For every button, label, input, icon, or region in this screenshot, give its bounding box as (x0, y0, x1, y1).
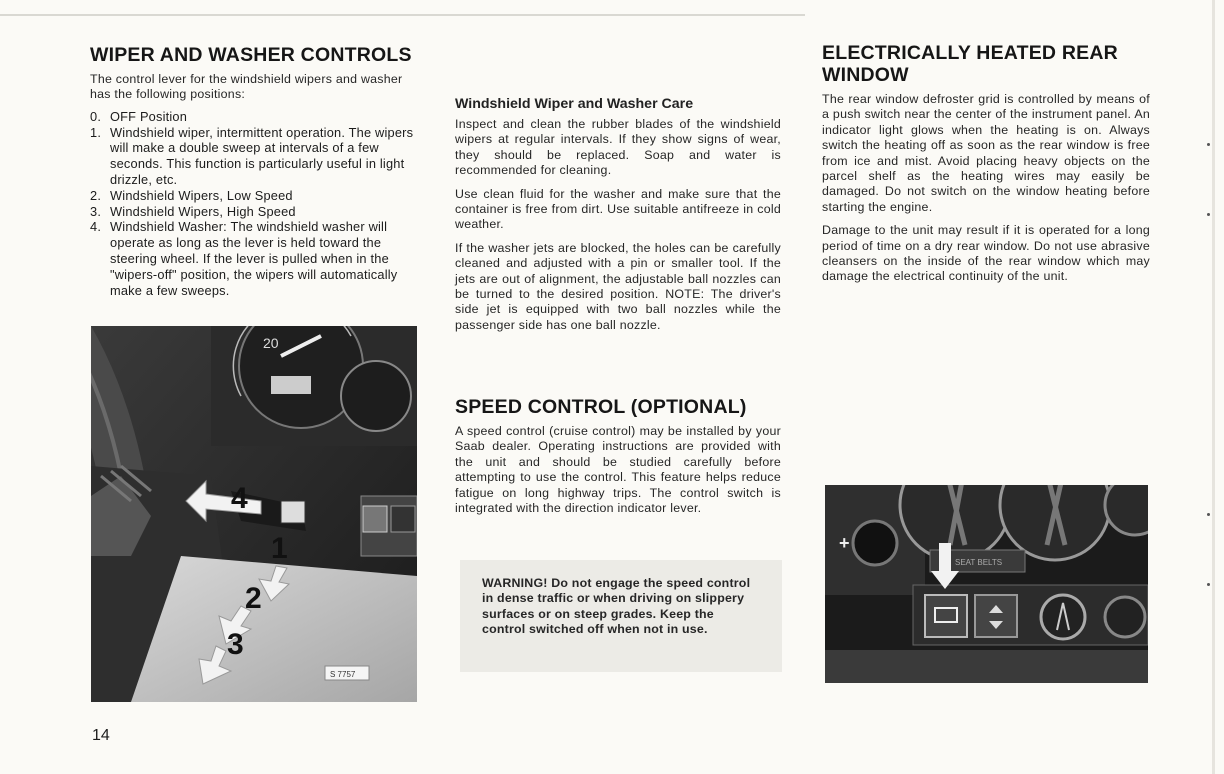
margin-mark (1207, 583, 1210, 586)
list-item: 3. Windshield Wipers, High Speed (90, 203, 296, 219)
wiper-care-title: Windshield Wiper and Washer Care (455, 96, 694, 112)
wiper-care-section (455, 95, 781, 341)
gauge-label: 20 (263, 335, 279, 351)
warning-box (460, 560, 782, 672)
top-rule (0, 14, 805, 16)
position-label: 3 (227, 628, 244, 661)
list-item: 4. Windshield Washer: The windshield washer will operate as long as the lever is held toward the steering wheel. If the lever is pulled when in the "wipers-off" position, the wipers will automatically make a few sweeps. (90, 219, 398, 298)
list-item: 2. Windshield Wipers, Low Speed (90, 187, 293, 203)
photo-code: S 7757 (330, 670, 356, 679)
panel-label: SEAT BELTS (955, 558, 1003, 567)
warning-text: WARNING! Do not engage the speed control in dense traffic or when driving on slippery surfaces or on steep grades. Keep the control switched off when not in use. (482, 576, 751, 637)
rear-window-paragraph: The rear window defroster grid is controlled by means of a push switch near the center of the instrument panel. An indicator light glows when the heating is on. Always switch the heating off as soon as the rear window is free from ice and mist. Avoid placing heavy objects on the parcel shelf as the heating wires may easily be damaged. Do not switch on the window heating before starting the engine. (822, 92, 1150, 214)
rear-window-section (822, 42, 1150, 293)
svg-text:+: + (839, 533, 850, 553)
margin-mark (1207, 213, 1210, 216)
wiper-care-paragraph: If the washer jets are blocked, the holes can be carefully cleaned and adjusted with a pin or smaller tool. If the jets are out of alignment, the adjustable ball nozzles can be turned to the desired position. NOTE: The driver's side jet is equipped with two ball nozzles while the passenger side has one ball nozzle. (455, 240, 781, 332)
speed-control-text: A speed control (cruise control) may be installed by your Saab dealer. Operating instructions are provided with the unit and should be studied carefully before attempting to use the control. This feature helps reduce fatigue on long highway trips. The control switch is integrated with the direction indicator lever. (455, 424, 781, 516)
list-item: 1. Windshield wiper, intermittent operation. The wipers will make a double sweep at intervals of a few seconds. This function is particularly useful in light drizzle, etc. (90, 124, 414, 187)
wiper-position-list (90, 109, 418, 299)
position-label: 1 (271, 532, 288, 565)
speed-control-section (455, 396, 781, 524)
wiper-washer-section (90, 44, 418, 298)
margin-mark (1207, 143, 1210, 146)
page-edge (1212, 0, 1215, 774)
page-number: 14 (92, 727, 110, 744)
wiper-washer-title: WIPER AND WASHER CONTROLS (90, 44, 412, 66)
list-item: 0. OFF Position (90, 108, 188, 124)
position-label: 2 (245, 582, 262, 615)
wiper-care-paragraph: Use clean fluid for the washer and make sure that the container is free from dirt. Use suitable antifreeze in cold weather. (455, 186, 781, 232)
margin-mark (1207, 513, 1210, 516)
position-label: 4 (231, 482, 248, 515)
wiper-lever-photo (91, 326, 417, 702)
rear-window-paragraph: Damage to the unit may result if it is operated for a long period of time on a dry rear window. Do not use abrasive cleansers on the inside of the rear window which may damage the electrical continuity of the unit. (822, 223, 1150, 284)
rear-window-title: ELECTRICALLY HEATED REAR WINDOW (822, 42, 1118, 86)
wiper-care-paragraph: Inspect and clean the rubber blades of the windshield wipers at regular intervals. If they show signs of wear, they should be replaced. Soap and water is recommended for cleaning. (455, 117, 781, 178)
wiper-intro: The control lever for the windshield wipers and washer has the following positions: (90, 72, 403, 102)
speed-control-title: SPEED CONTROL (OPTIONAL) (455, 396, 747, 418)
rear-defroster-switch-photo (825, 485, 1148, 683)
